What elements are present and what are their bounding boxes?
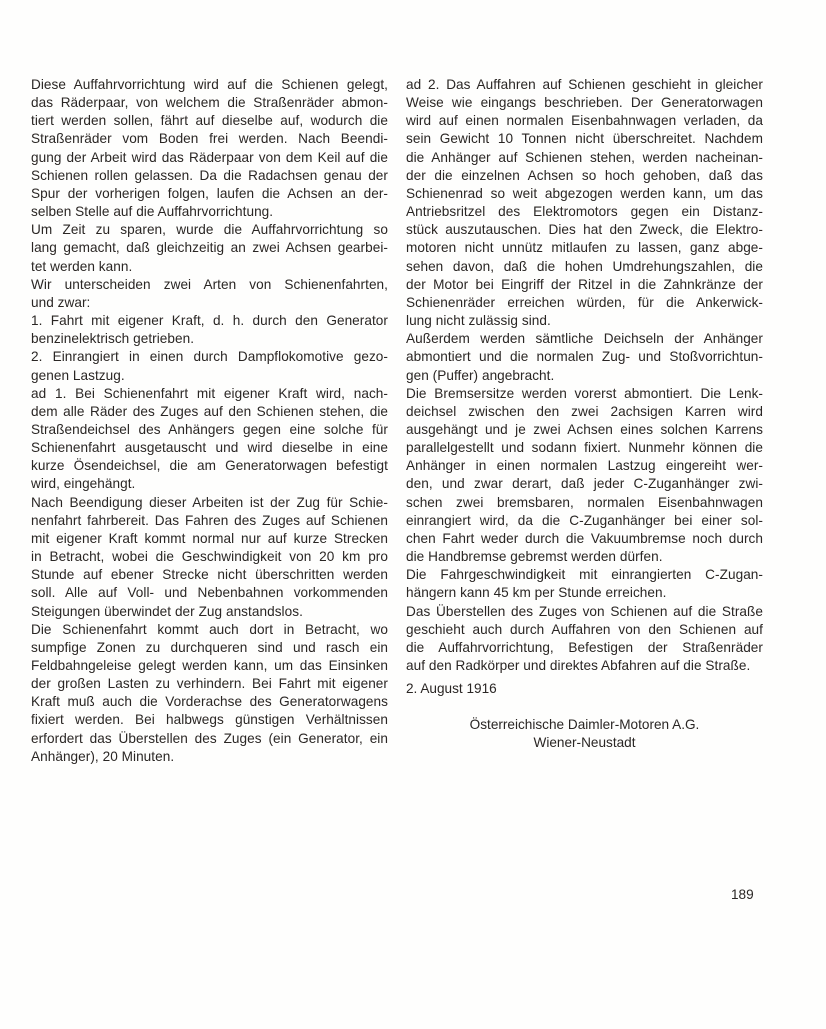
text-line: Schienen rollen gelassen. Da die Radachsen genau der [31, 167, 388, 183]
text-line: die Auffahrvorrichtung, Befestigen der Straßenräder [406, 639, 763, 655]
text-line: in Betracht, wobei die Geschwindigkeit von 20 km pro [31, 549, 388, 565]
text-line: benzinelektrisch getrieben. [31, 331, 195, 347]
text-paragraph [31, 494, 388, 621]
text-paragraph [31, 76, 388, 221]
text-line: Spur der vorherigen folgen, laufen die Achsen an der- [31, 185, 388, 201]
text-line: mit eigener Kraft kommt normal nur auf kurze Strecken [31, 530, 388, 546]
text-paragraph [406, 603, 763, 676]
text-line: Um Zeit zu sparen, wurde die Auffahrvorrichtung so [31, 222, 388, 238]
text-line: sehen davon, daß die hohen Umdrehungszahlen, die [406, 258, 763, 274]
text-line: abmontiert und die normalen Zug- und Stoßvorrichtun- [406, 349, 763, 365]
text-line: den, und zwar derart, daß jeder C-Zuganhänger zwi- [406, 476, 763, 492]
text-line: ad 2. Das Auffahren auf Schienen geschieht in gleicher [406, 77, 763, 92]
text-paragraph [406, 566, 763, 602]
text-line: Die Fahrgeschwindigkeit mit einrangierten C-Zugan- [406, 567, 763, 583]
text-line: wird, eingehängt. [31, 476, 136, 492]
text-line: Kraft muß auch die Vorderachse des Generatorwagens [31, 694, 388, 710]
text-line: gen (Puffer) angebracht. [406, 367, 555, 383]
signature-company: Österreichische Daimler-Motoren A.G. [469, 717, 700, 732]
text-line: 1. Fahrt mit eigener Kraft, d. h. durch den Generator [31, 313, 388, 329]
text-line: Straßendeichsel des Anhängers gegen eine solche für [31, 421, 388, 437]
text-paragraph [31, 348, 388, 384]
text-paragraph [31, 221, 388, 275]
text-line: tiert werden sollen, fährt auf dieselbe auf, wodurch die [31, 113, 388, 129]
text-line: Schienenrad so weit abgezogen werden kann, um das [406, 185, 763, 201]
signature-location: Wiener-Neustadt [533, 735, 636, 751]
text-line: Antriebsritzel des Elektromotors gegen ein Distanz- [406, 204, 763, 220]
text-paragraph [31, 621, 388, 766]
text-line: und zwar: [31, 294, 91, 310]
text-paragraph [31, 312, 388, 348]
text-line: der Motor bei Eingriff der Ritzel in die Zahnkränze der [406, 276, 763, 292]
text-line: gung der Arbeit wird das Räderpaar von dem Keil auf die [31, 149, 388, 165]
text-line: wird auf einen normalen Eisenbahnwagen verladen, da [406, 113, 763, 129]
text-line: geschieht auch durch Auffahren von den Schienen auf [406, 621, 763, 637]
text-line: stück auszutauschen. Dies hat den Zweck, die Elektro- [406, 222, 763, 238]
text-line: Die Schienenfahrt kommt auch dort in Betracht, wo [31, 621, 388, 637]
text-paragraph [406, 385, 763, 567]
text-line: Stunde auf ebener Strecke nicht überschritten werden [31, 567, 388, 583]
text-line: motoren nicht unnütz mitlaufen zu lassen, ganz abge- [406, 240, 763, 256]
text-line: nenfahrt fahrbereit. Das Fahren des Zuges auf Schienen [31, 512, 388, 528]
text-line: Schienenfahrt ausgetauscht und wird dieselbe in eine [31, 440, 388, 456]
text-line: dem alle Räder des Zuges auf den Schienen stehen, die [31, 403, 388, 419]
text-line: fixiert werden. Bei halbwegs günstigen Verhältnissen [31, 712, 388, 728]
text-line: Straßenräder vom Boden frei werden. Nach Beendi- [31, 131, 388, 147]
text-line: der die einzelnen Achsen so hoch gehoben, daß das [406, 167, 763, 183]
signature-block [406, 716, 763, 752]
text-paragraph [31, 385, 388, 494]
text-line: Außerdem werden sämtliche Deichseln der Anhänger [406, 331, 763, 347]
text-line: genen Lastzug. [31, 367, 125, 383]
text-line: kurze Ösendeichsel, die am Generatorwagen befestigt [31, 458, 388, 474]
page-number: 189 [731, 887, 754, 902]
text-line: selben Stelle auf die Auffahrvorrichtung. [31, 204, 274, 220]
text-line: das Räderpaar, von welchem die Straßenräder abmon- [31, 95, 388, 111]
text-line: Weise wie eingangs beschrieben. Der Generatorwagen [406, 95, 763, 111]
text-line: chen Fahrt weder durch die Vakuumbremse noch durch [406, 530, 763, 546]
document-date: 2. August 1916 [406, 681, 497, 696]
text-line: Die Bremsersitze werden vorerst abmontiert. Die Lenk- [406, 385, 763, 401]
text-paragraph [31, 276, 388, 312]
text-line: auf den Radkörper und direktes Abfahren auf die Straße. [406, 658, 751, 673]
text-line: Nach Beendigung dieser Arbeiten ist der Zug für Schie- [31, 494, 388, 510]
text-line: Diese Auffahrvorrichtung wird auf die Schienen gelegt, [31, 77, 388, 92]
text-line: Anhänger in einen normalen Lastzug eingereiht wer- [406, 458, 763, 474]
text-line: die Handbremse gebremst werden dürfen. [406, 549, 663, 565]
text-line: Anhänger), 20 Minuten. [31, 748, 175, 764]
right-text-column [406, 76, 763, 675]
text-line: sumpfige Zonen zu durchqueren sind und rasch ein [31, 639, 388, 655]
text-line: Feldbahngeleise gelegt werden kann, um das Einsinken [31, 658, 388, 673]
text-line: erfordert das Überstellen des Zuges (ein Generator, ein [31, 730, 388, 746]
text-paragraph [406, 76, 763, 330]
text-line: Steigungen überwindet der Zug anstandslos. [31, 603, 303, 619]
text-line: einrangiert wird, da die C-Zuganhänger bei einer sol- [406, 512, 763, 528]
text-line: deichsel zwischen den zwei 2achsigen Karren wird [406, 403, 763, 419]
text-line: 2. Einrangiert in einen durch Dampflokomotive gezo- [31, 349, 388, 365]
text-line: der großen Lasten zu verhindern. Bei Fahrt mit eigener [31, 676, 388, 692]
text-line: sein Gewicht 10 Tonnen nicht überschreitet. Nachdem [406, 131, 763, 147]
text-line: lung nicht zulässig sind. [406, 313, 551, 329]
text-paragraph [406, 330, 763, 384]
text-line: tet werden kann. [31, 258, 133, 274]
text-line: parallelgestellt und sodann fixiert. Nunmehr können die [406, 440, 763, 456]
text-line: Das Überstellen des Zuges von Schienen auf die Straße [406, 603, 763, 619]
text-line: soll. Alle auf Voll- und Nebenbahnen vorkommenden [31, 585, 388, 601]
text-line: die Anhänger auf Schienen stehen, werden nacheinan- [406, 149, 763, 165]
text-line: ad 1. Bei Schienenfahrt mit eigener Kraft wird, nach- [31, 385, 388, 401]
left-text-column [31, 76, 388, 766]
text-line: Schienenräder erreichen würden, für die Ankerwick- [406, 294, 763, 310]
text-line: ausgehängt und je zwei Achsen eines solchen Karrens [406, 421, 763, 437]
text-line: Wir unterscheiden zwei Arten von Schienenfahrten, [31, 276, 388, 292]
text-line: lang gemacht, daß gleichzeitig an zwei Achsen gearbei- [31, 240, 388, 256]
text-line: hängern kann 45 km per Stunde erreichen. [406, 585, 667, 601]
text-line: schen zwei bremsbaren, normalen Eisenbahnwagen [406, 494, 763, 510]
